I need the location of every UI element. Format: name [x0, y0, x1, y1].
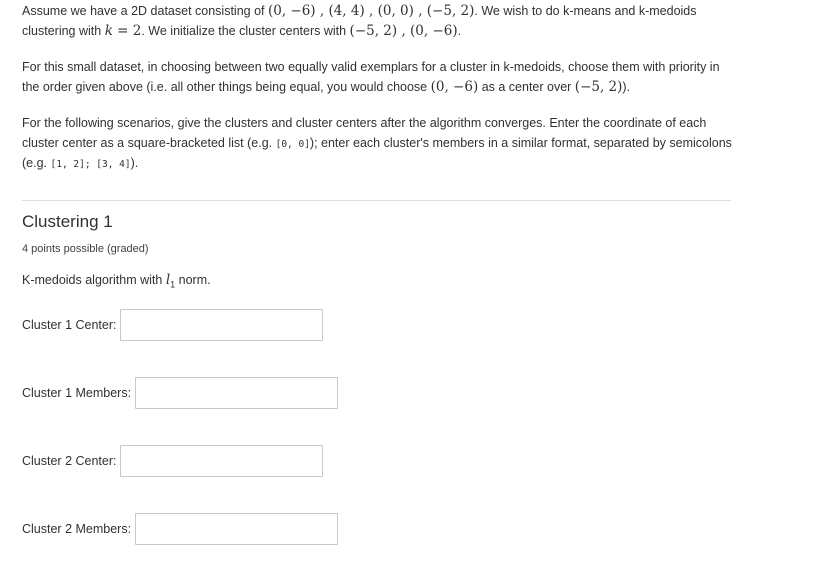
- cluster-1-members-label: Cluster 1 Members:: [22, 386, 132, 400]
- cluster-1-center-row: [22, 308, 323, 342]
- problem-title: Clustering 1: [22, 212, 113, 231]
- example-members-code: [1, 2]; [3, 4]: [50, 159, 131, 170]
- intro-paragraph-dataset: Assume we have a 2D dataset consisting of (0, −6) , (4, 4) , (0, 0) , (−5, 2). We wish to do k-means and k-medoids clustering with k = 2. We initialize the cluster centers with (−5, 2) , (0, −6).: [22, 3, 697, 39]
- cluster-1-center-label: Cluster 1 Center:: [22, 318, 117, 332]
- cluster-1-members-input[interactable]: [135, 377, 338, 409]
- cluster-1-center-input[interactable]: [120, 309, 323, 341]
- cluster-2-members-row: [22, 512, 338, 546]
- cluster-2-members-input[interactable]: [135, 513, 338, 545]
- intro-paragraph-priority: For this small dataset, in choosing between two equally valid exemplars for a cluster in k-medoids, choose them with priority in the order given above (i.e. all other things being equal, you would choose (0, −6) as a center over (−5, 2)).: [22, 60, 720, 95]
- example-center-code: [0, 0]: [275, 138, 310, 150]
- cluster-2-center-input[interactable]: [120, 445, 323, 477]
- problem-prompt: K-medoids algorithm with $l_1$ norm.: [22, 272, 211, 290]
- section-divider: [22, 200, 731, 201]
- cluster-2-members-label: Cluster 2 Members:: [22, 522, 132, 536]
- cluster-1-members-row: [22, 376, 338, 410]
- cluster-2-center-label: Cluster 2 Center:: [22, 454, 117, 468]
- points-possible: 4 points possible (graded): [22, 243, 149, 255]
- cluster-2-center-row: [22, 444, 323, 478]
- intro-paragraph-instructions: For the following scenarios, give the clusters and cluster centers after the algorithm converges. Enter the coordinate of each cluster center as a square-bracketed list (e.g. [0, 0]); enter each cluster's members in a similar format, separated by semicolons (e.g. [1, 2]; [3, 4]).: [22, 116, 732, 170]
